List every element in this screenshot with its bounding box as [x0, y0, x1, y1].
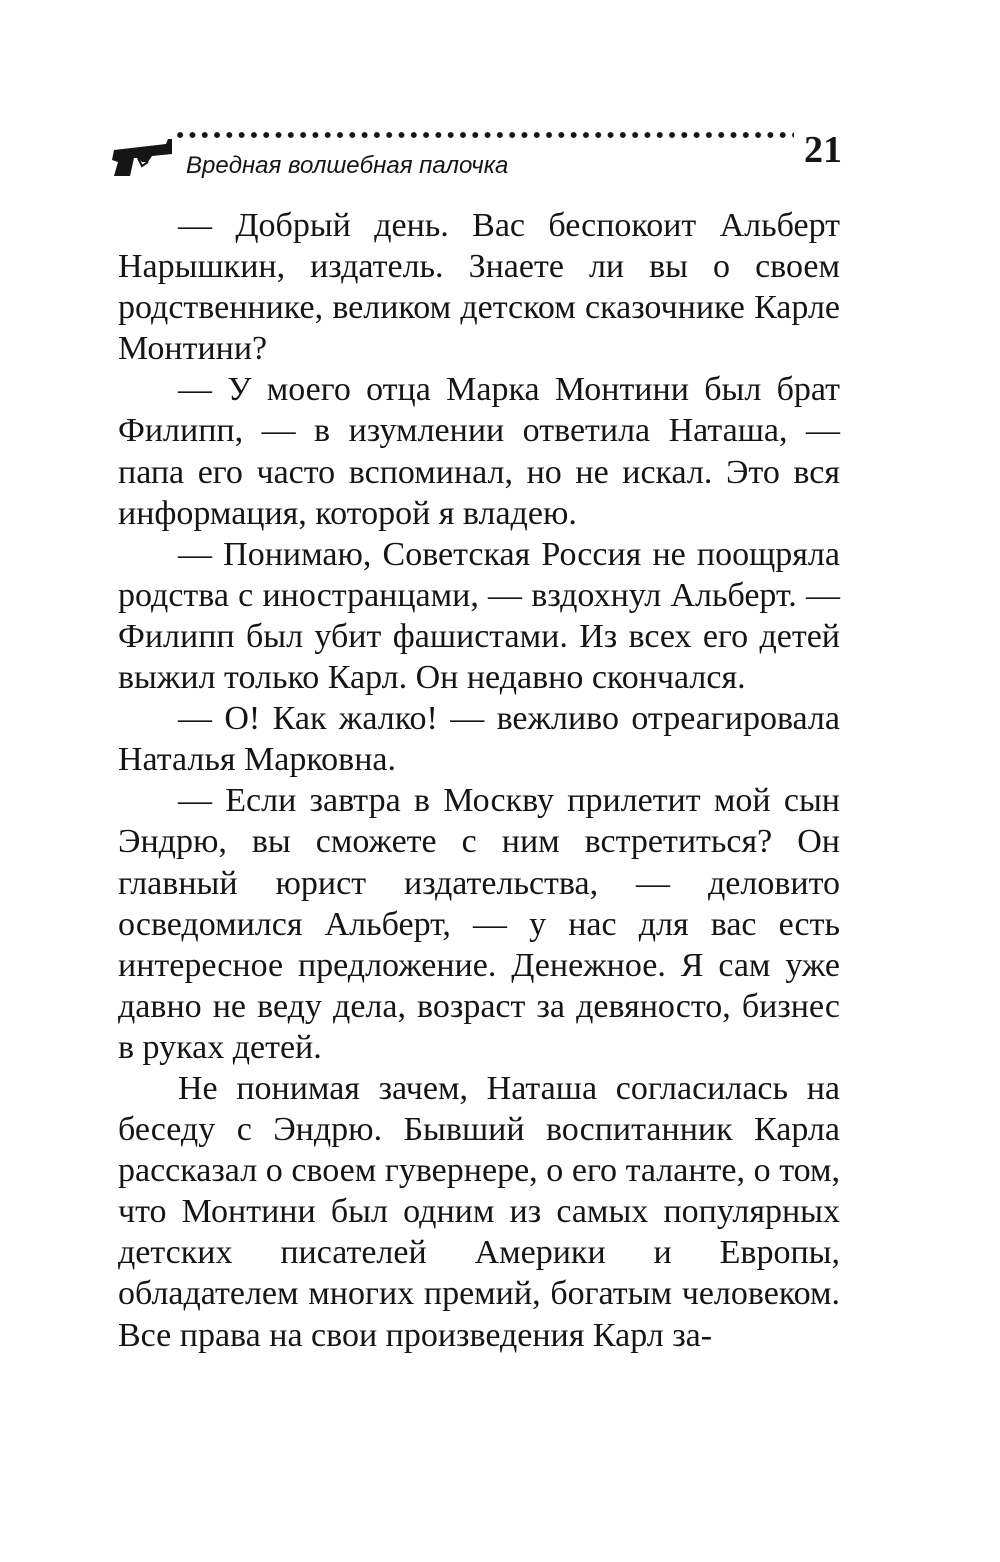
running-header — [108, 126, 848, 188]
header-dotted-rule — [174, 128, 794, 142]
paragraph: — Если завтра в Москву прилетит мой сын Эндрю, вы сможете с ним встретиться? Он главный юрист издательства, — деловито осведомился Альберт, — у нас для вас есть интересное предложение. Денежное. Я сам уже давно не веду дела, возраст за девяносто, бизнес в руках детей. — [118, 782, 840, 1066]
pistol-icon — [108, 136, 174, 178]
body-text — [118, 205, 840, 1356]
running-title: Врeдная волшебная палочка — [186, 152, 509, 179]
page-number: 21 — [804, 129, 842, 171]
paragraph: — Добрый день. Вас беспокоит Альберт Нарышкин, издатель. Знаете ли вы о своем родственнике, великом детском сказочнике Карле Монтини? — [118, 207, 840, 368]
paragraph: — О! Как жалко! — вежливо отреагировала Наталья Марковна. — [118, 700, 840, 779]
paragraph: — Понимаю, Советская Россия не поощряла родства с иностранцами, — вздохнул Альберт. — Филипп был убит фашистами. Из всех его детей выжил только Карл. Он недавно скончался. — [118, 535, 840, 697]
paragraph: Не понимая зачем, Наташа согласилась на беседу с Эндрю. Бывший воспитанник Карла рассказал о своем гувернере, о его таланте, о том, что Монтини был одним из самых популярных детских писателей Америки и Европы, обладателем многих премий, богатым человеком. Все права на свои произведения Карл за- — [118, 1069, 840, 1354]
paragraph: — У моего отца Марка Монтини был брат Филипп, — в изумлении ответила Наташа, — папа его часто вспоминал, но не искал. Это вся информация, которой я владею. — [118, 371, 840, 532]
